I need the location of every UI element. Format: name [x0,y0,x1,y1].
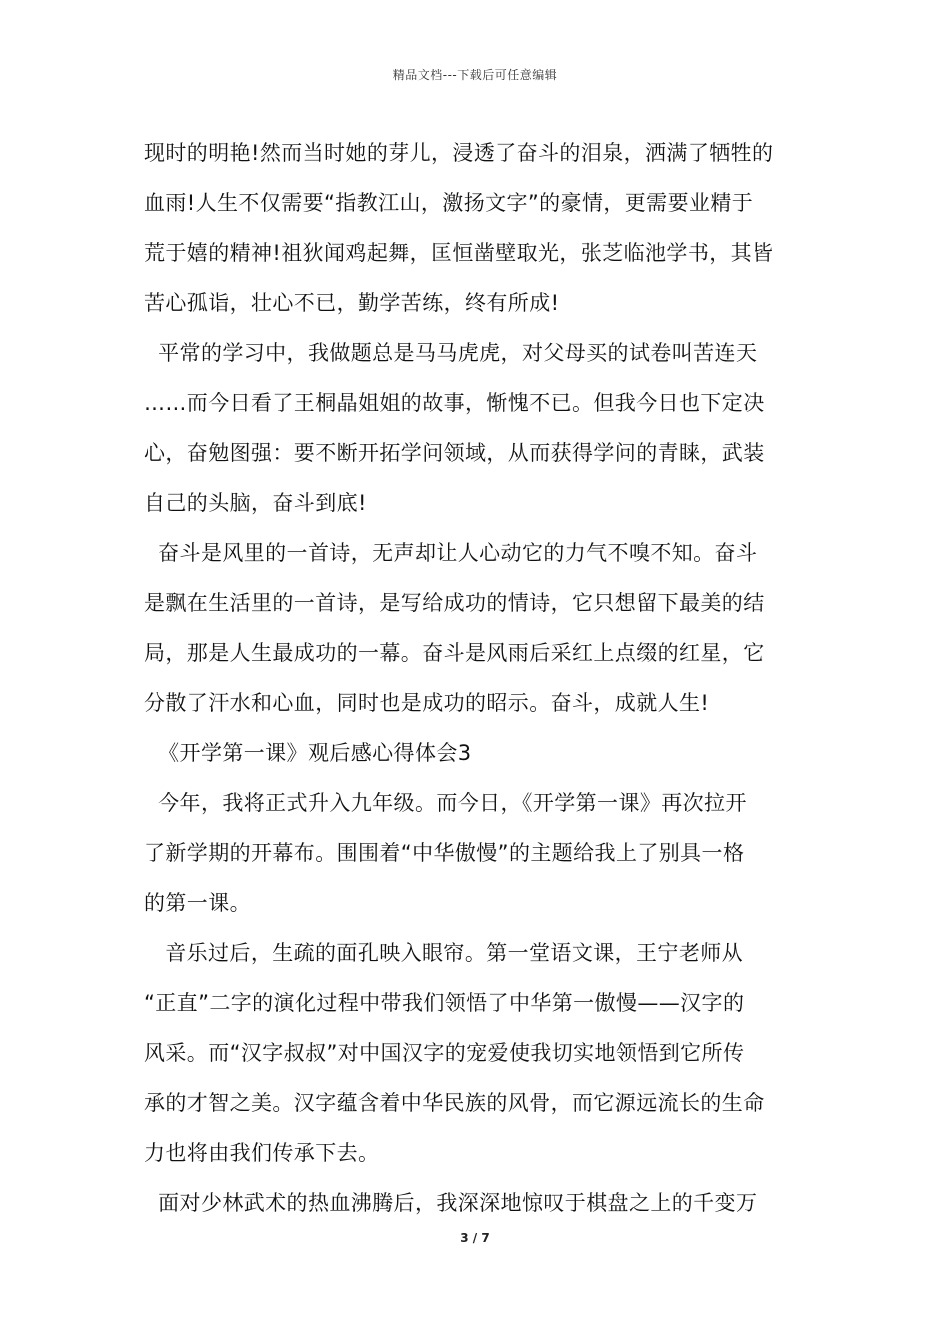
text-line: 是飘在生活里的一首诗，是写给成功的情诗，它只想留下最美的结 [144,591,765,615]
text-line: 苦心孤诣，壮心不已，勤学苦练，终有所成! [144,291,560,315]
text-line: 力也将由我们传承下去。 [144,1141,380,1165]
text-line: 心，奋勉图强：要不断开拓学问领域，从而获得学问的青睐，武装 [144,441,765,465]
text-line: 承的才智之美。汉字蕴含着中华民族的风骨，而它源远流长的生命 [144,1091,765,1115]
page-header: 精品文档---下载后可任意编辑 [392,68,558,82]
text-line: 分散了汗水和心血，同时也是成功的昭示。奋斗，成就人生! [144,691,710,715]
text-line: 荒于嬉的精神!祖狄闻鸡起舞，匡恒凿壁取光，张芝临池学书，其皆 [144,241,774,265]
text-line: “正直”二字的演化过程中带我们领悟了中华第一傲慢——汉字的 [144,991,745,1015]
document-body [144,128,808,1228]
text-line: 现时的明艳!然而当时她的芽儿，浸透了奋斗的泪泉，洒满了牺牲的 [144,141,774,165]
text-line: 局，那是人生最成功的一幕。奋斗是风雨后采红上点缀的红星，它 [144,641,765,665]
text-line: 今年，我将正式升入九年级。而今日，《开学第一课》再次拉开 [144,791,747,815]
text-line: 的第一课。 [144,891,251,915]
text-line: 平常的学习中，我做题总是马马虎虎，对父母买的试卷叫苦连天 [144,341,758,365]
text-line: 了新学期的开幕布。围围着“中华傲慢”的主题给我上了别具一格 [144,841,745,865]
text-line: 风采。而“汉字叔叔”对中国汉字的宠爱使我切实地领悟到它所传 [144,1041,745,1065]
text-line: 面对少林武术的热血沸腾后，我深深地惊叹于棋盘之上的千变万 [144,1191,758,1215]
text-line: 血雨!人生不仅需要“指教江山，激扬文字”的豪情，更需要业精于 [144,191,754,215]
page-number: 3 / 7 [460,1231,490,1245]
text-line: 音乐过后，生疏的面孔映入眼帘。第一堂语文课，王宁老师从 [144,941,744,965]
text-line: 奋斗是风里的一首诗，无声却让人心动它的力气不嗅不知。奋斗 [144,541,758,565]
text-line: ……而今日看了王桐晶姐姐的故事，惭愧不已。但我今日也下定决 [144,391,765,415]
section-heading: 《开学第一课》观后感心得体会3 [144,741,472,765]
text-line: 自己的头脑，奋斗到底! [144,491,367,515]
